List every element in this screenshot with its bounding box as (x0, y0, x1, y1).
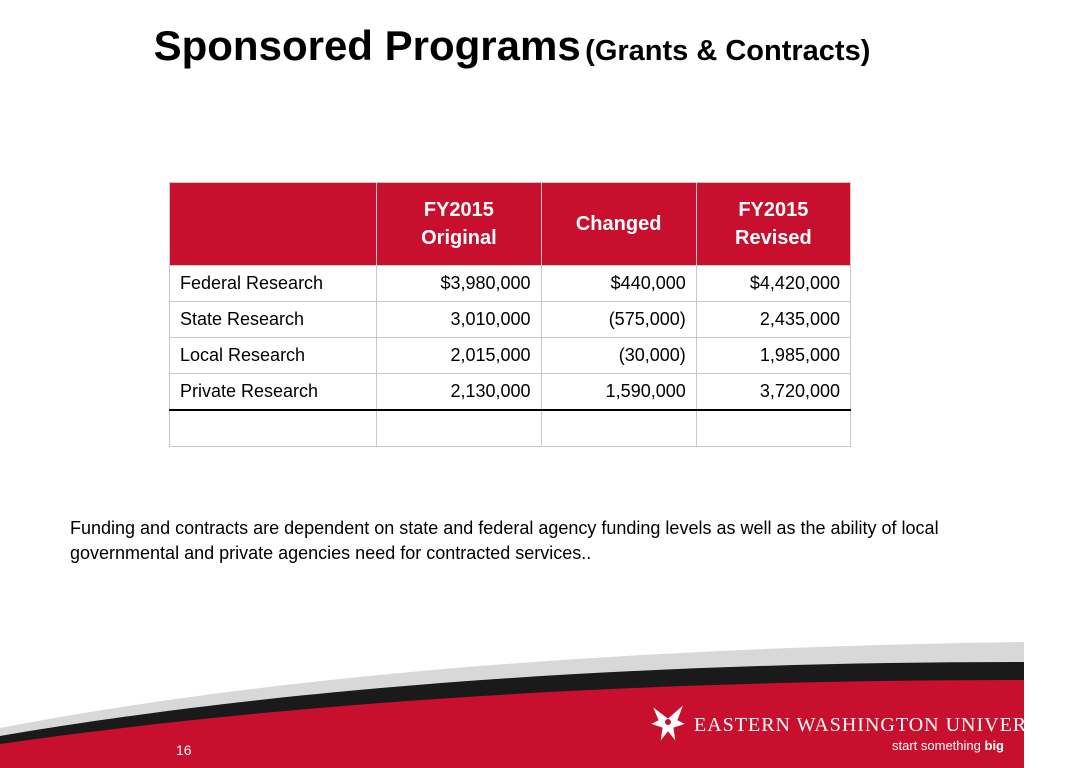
row-label: Federal Research (170, 266, 377, 302)
total-changed: $1,425,000 (541, 410, 696, 447)
cell-changed: (30,000) (541, 338, 696, 374)
table-row (170, 338, 851, 374)
table-row (170, 374, 851, 411)
tagline-bold: big (984, 738, 1004, 753)
cell-changed: 1,590,000 (541, 374, 696, 411)
cell-original: $3,980,000 (377, 266, 541, 302)
cell-revised: 3,720,000 (696, 374, 850, 411)
page-number: 16 (176, 742, 192, 758)
header-changed (541, 183, 696, 266)
cell-revised: 1,985,000 (696, 338, 850, 374)
row-label: State Research (170, 302, 377, 338)
total-row (170, 410, 851, 447)
cell-revised: $4,420,000 (696, 266, 850, 302)
total-revised: $12,560,000 (696, 410, 850, 447)
header-fy2015-revised (696, 183, 850, 266)
tagline-prefix: start something (892, 738, 981, 753)
table-row (170, 302, 851, 338)
header-line: Original (421, 227, 497, 249)
total-label: Total (170, 410, 377, 447)
header-line: FY2015 (423, 199, 494, 221)
header-line: Changed (575, 213, 662, 235)
university-tagline (892, 738, 1004, 753)
funding-note: Funding and contracts are dependent on state and federal agency funding levels as well as the ability of local governmental and private agencies need for contracted services.. (70, 518, 939, 563)
university-logo (648, 700, 1076, 756)
slide-title (0, 22, 1024, 70)
cell-original: 3,010,000 (377, 302, 541, 338)
slide-title-main: Sponsored Programs (153, 22, 581, 69)
cell-original: 2,130,000 (377, 374, 541, 411)
total-original: $11,135,000 (377, 410, 541, 447)
table-row (170, 266, 851, 302)
cell-revised: 2,435,000 (696, 302, 850, 338)
row-label: Private Research (170, 374, 377, 411)
university-name: EASTERN WASHINGTON UNIVERSITY (694, 714, 1076, 736)
eagle-icon (648, 702, 688, 746)
header-line: Revised (735, 227, 812, 249)
header-line: FY2015 (738, 199, 809, 221)
slide-title-sub: (Grants & Contracts) (585, 35, 871, 67)
header-fy2015-original (377, 183, 541, 266)
grants-table (169, 182, 851, 447)
header-blank (170, 183, 377, 266)
table-header-row (170, 183, 851, 266)
cell-changed: $440,000 (541, 266, 696, 302)
cell-original: 2,015,000 (377, 338, 541, 374)
row-label: Local Research (170, 338, 377, 374)
cell-changed: (575,000) (541, 302, 696, 338)
